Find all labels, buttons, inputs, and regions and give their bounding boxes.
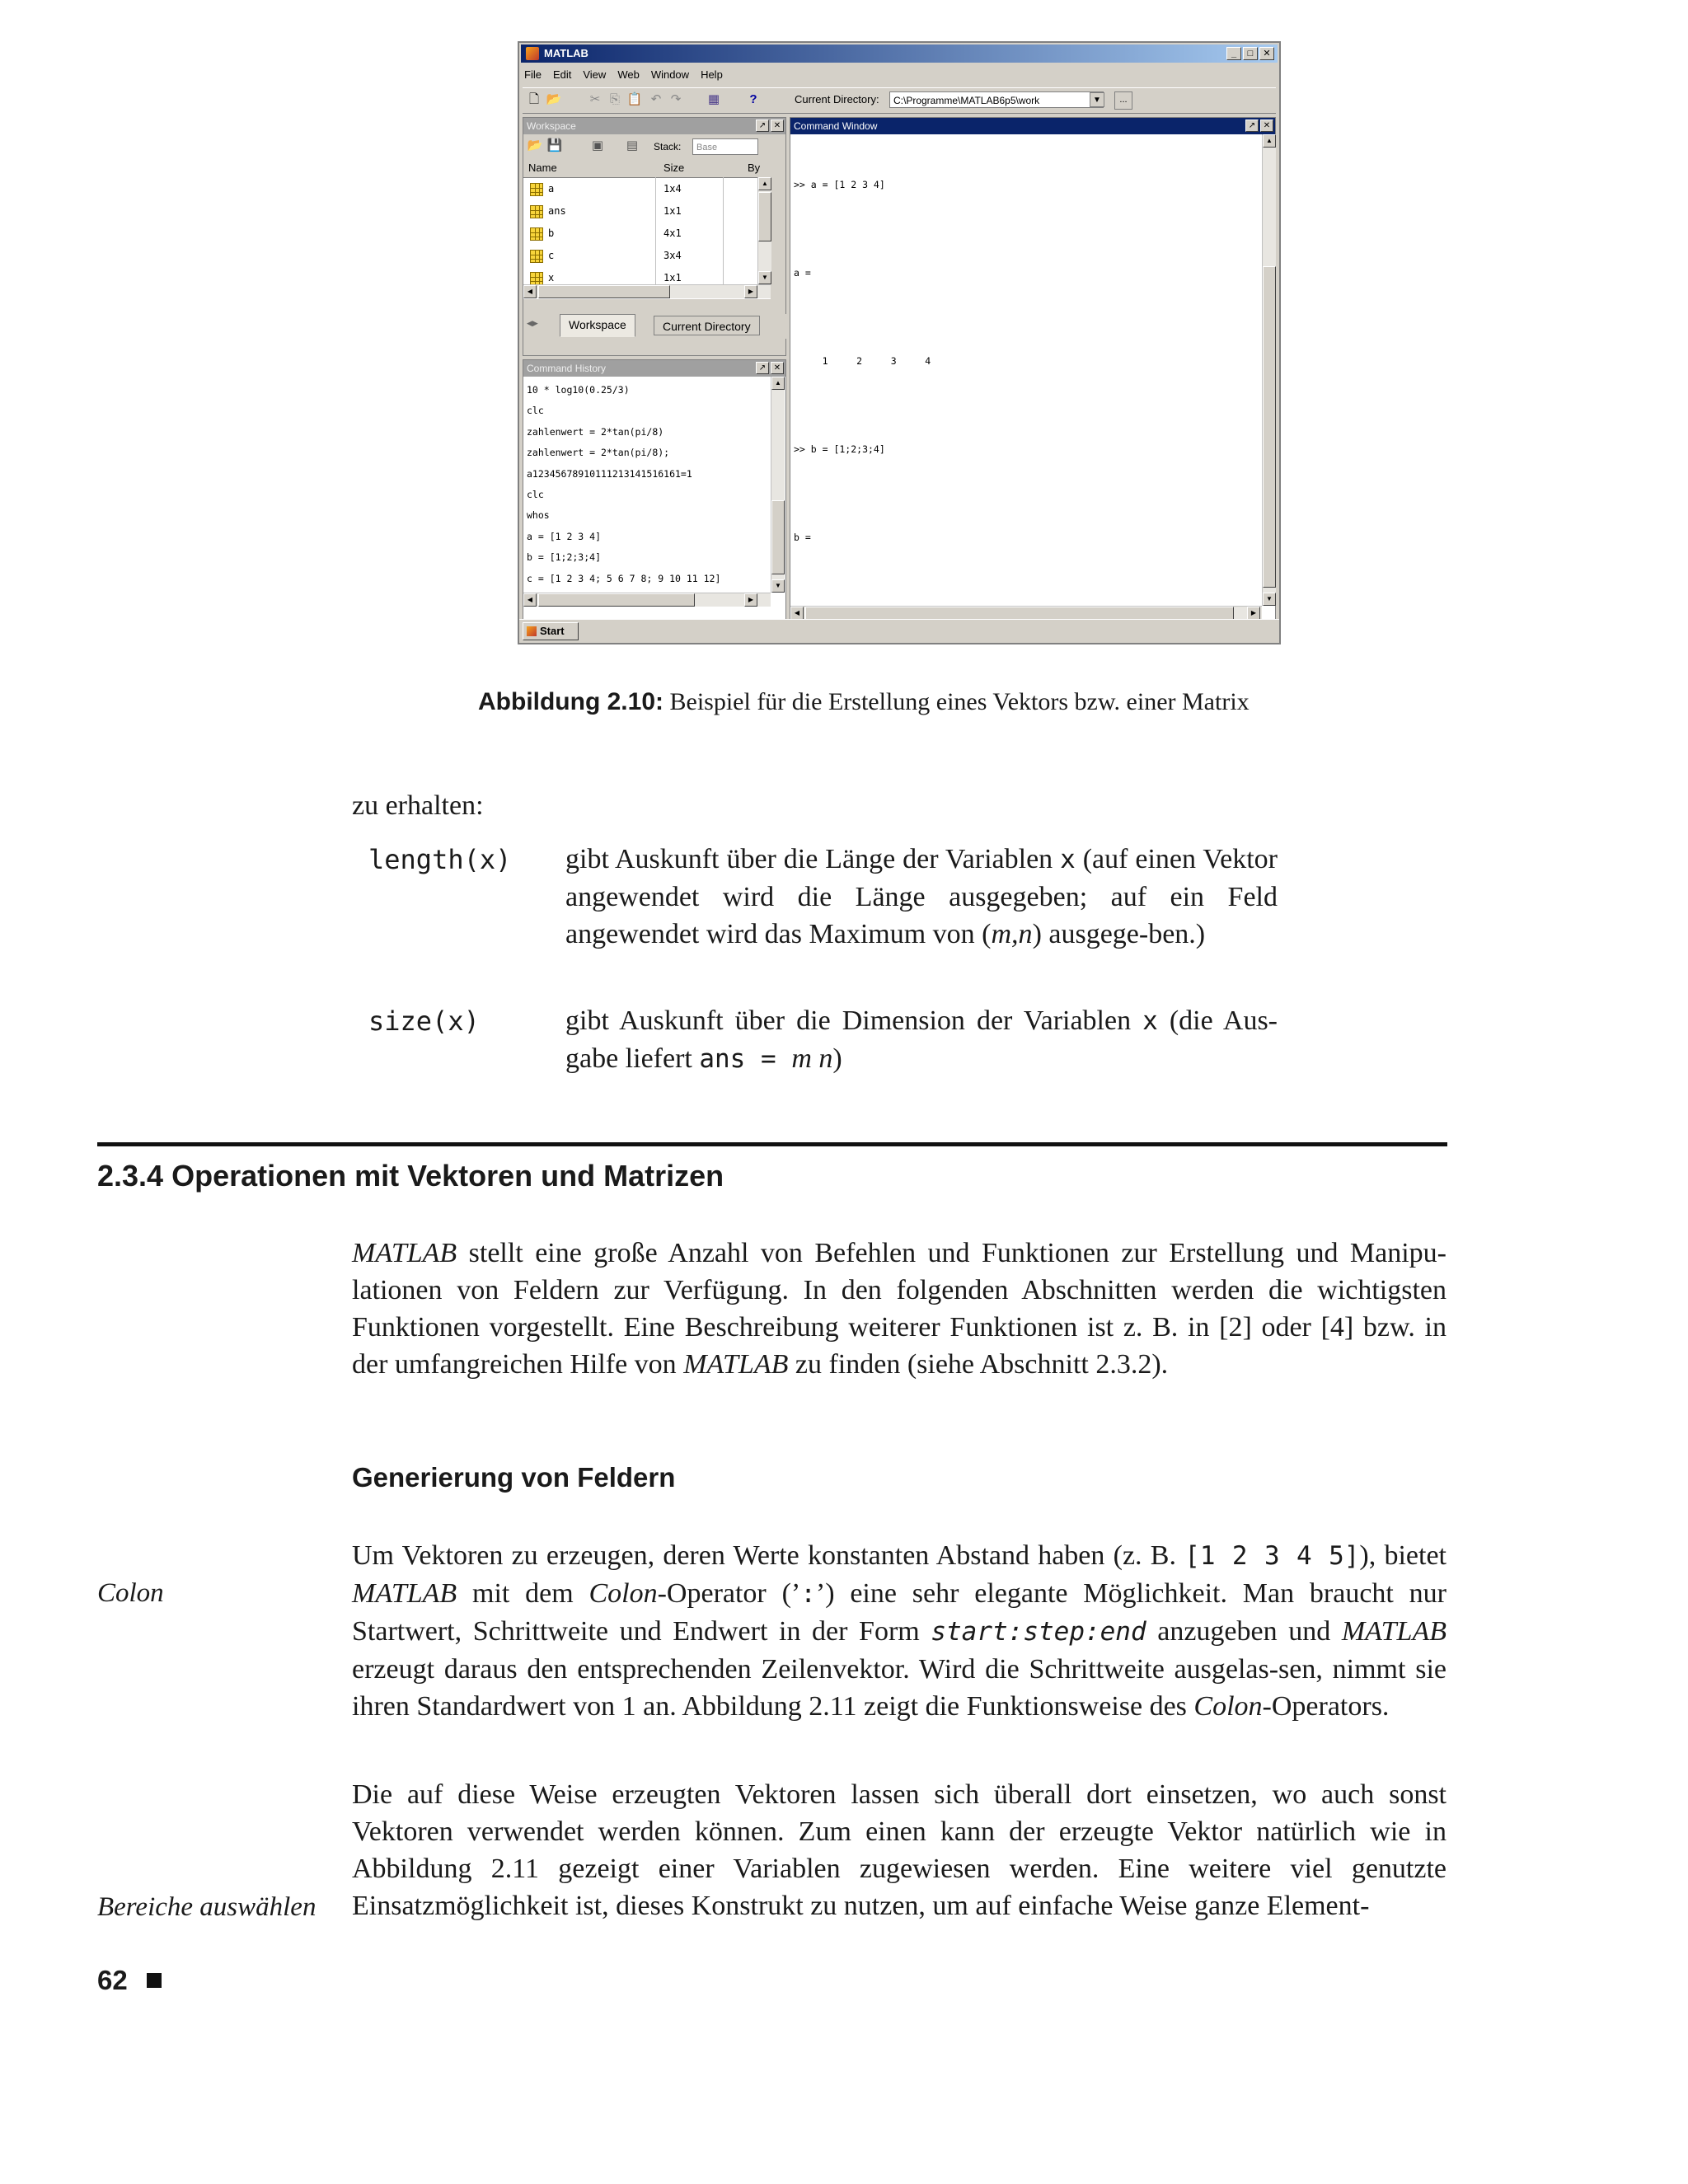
cut-icon[interactable]: ✂ [589, 92, 601, 106]
undo-icon[interactable]: ↶ [650, 92, 662, 106]
workspace-panel [523, 117, 786, 356]
open-folder-icon[interactable]: 📂 [546, 92, 562, 106]
page-number: 62 [97, 1965, 128, 1995]
close-icon[interactable]: ✕ [771, 362, 784, 374]
main-toolbar [523, 87, 1276, 114]
command-window-title: Command Window [790, 118, 1275, 134]
window-title: MATLAB [544, 47, 588, 59]
command-history-title: Command History [523, 360, 785, 377]
scroll-up-icon[interactable]: ▲ [771, 377, 785, 390]
close-icon[interactable]: ✕ [1260, 120, 1273, 132]
menu-help[interactable]: Help [701, 68, 723, 81]
console-line: b = [794, 531, 811, 543]
list-item[interactable]: a = [1 2 3 4] [527, 530, 602, 542]
list-item[interactable]: zahlenwert = 2*tan(pi/8) [527, 425, 664, 438]
status-bar [519, 619, 1279, 643]
definition-term: length(x) [368, 844, 512, 875]
stack-select[interactable]: Base [692, 138, 758, 155]
history-list [527, 380, 757, 589]
margin-note-bereiche: Bereiche auswählen [97, 1892, 316, 1922]
history-hscrollbar[interactable] [523, 593, 771, 607]
column-bytes[interactable]: By [748, 162, 761, 174]
scroll-down-icon[interactable]: ▼ [1263, 593, 1276, 606]
variable-name: ans [548, 205, 566, 217]
caption-label: Abbildung 2.10: [478, 688, 663, 715]
variable-size: 1x4 [663, 183, 682, 194]
help-icon[interactable]: ? [749, 92, 757, 106]
scroll-down-icon[interactable]: ▼ [758, 271, 771, 284]
matrix-icon [530, 183, 543, 196]
workspace-hscrollbar[interactable] [523, 284, 771, 298]
scroll-up-icon[interactable]: ▲ [1263, 134, 1276, 148]
definition-description: gibt Auskunft über die Länge der Variablen x (auf einen Vektor angewendet wird die Länge ausgegeben; auf ein Feld angewendet wird das Maximum von (m,n) ausgege-ben.) [565, 844, 1278, 949]
variable-name: c [548, 250, 555, 261]
section-paragraph: Die auf diese Weise erzeugten Vektoren lassen sich überall dort einsetzen, wo auch sonst Vektoren verwendet werden können. Zum einen kann der erzeugte Vektor natürlich wie in Abbildung 2.11 gezeigt einer Variablen zugewiesen werden. Eine weitere viel genutzte Einsatzmöglichkeit ist, dieses Konstrukt zu nutzen, um auf einfache Weise ganze Element- [352, 1779, 1447, 1921]
workspace-toolbar [523, 134, 785, 159]
margin-note-colon: Colon [97, 1578, 164, 1608]
current-directory-label: Current Directory: [795, 93, 879, 105]
list-item[interactable]: 10 * log10(0.25/3) [527, 384, 630, 396]
browse-directory-button[interactable]: ... [1114, 91, 1132, 110]
menu-edit[interactable]: Edit [552, 68, 572, 81]
tab-workspace[interactable]: Workspace [560, 314, 635, 337]
menu-web[interactable]: Web [617, 68, 640, 81]
matlab-logo-icon [527, 626, 537, 636]
save-icon[interactable]: 💾 [546, 138, 563, 152]
figure-caption [478, 688, 1385, 716]
current-directory-input[interactable]: C:\Programme\MATLAB6p5\work [889, 91, 1104, 108]
scroll-left-icon[interactable]: ◀ [523, 593, 537, 607]
matrix-icon [530, 227, 543, 241]
maximize-button[interactable]: □ [1243, 47, 1258, 60]
table-row[interactable] [523, 201, 767, 223]
workspace-tabs [523, 314, 787, 339]
column-name[interactable]: Name [528, 162, 557, 174]
definition-term: size(x) [368, 1005, 480, 1037]
console-line: 1 2 3 4 [794, 354, 931, 367]
variable-size: 1x1 [663, 205, 682, 217]
scroll-right-icon[interactable]: ▶ [744, 593, 757, 607]
command-output[interactable] [794, 141, 1243, 644]
list-item[interactable]: a12345678910111213141516161=1 [527, 467, 692, 480]
scroll-down-icon[interactable]: ▼ [771, 579, 785, 593]
chevron-down-icon[interactable]: ▼ [1090, 92, 1104, 107]
section-rule [97, 1142, 1447, 1146]
variable-name: b [548, 227, 555, 239]
tab-scroll-icon[interactable]: ◀▶ [527, 319, 538, 327]
console-line: >> b = [1;2;3;4] [794, 443, 885, 455]
list-item[interactable]: b = [1;2;3;4] [527, 551, 602, 564]
workspace-vscrollbar[interactable] [757, 177, 771, 284]
matrix-icon [530, 272, 543, 284]
scroll-left-icon[interactable]: ◀ [790, 607, 804, 620]
scroll-right-icon[interactable]: ▶ [1247, 607, 1260, 620]
list-item[interactable]: clc [527, 489, 544, 501]
page-number-square-icon [147, 1973, 162, 1988]
subsection-heading: Generierung von Feldern [352, 1462, 676, 1493]
menu-window[interactable]: Window [650, 68, 690, 81]
tab-current-directory[interactable]: Current Directory [654, 316, 760, 335]
matrix-icon [530, 250, 543, 263]
console-line: >> a = [1 2 3 4] [794, 178, 885, 190]
command-history-panel [523, 359, 786, 621]
command-window-panel [790, 117, 1276, 621]
intro-text: zu erhalten: [352, 790, 484, 821]
redo-icon[interactable]: ↷ [670, 92, 682, 106]
delete-icon[interactable]: ▤ [626, 138, 639, 152]
table-row[interactable] [523, 179, 767, 201]
table-row[interactable] [523, 268, 767, 284]
caption-text: Beispiel für die Erstellung eines Vektors bzw. einer Matrix [663, 688, 1250, 715]
variable-name: a [548, 183, 555, 194]
variable-name: x [548, 272, 555, 284]
variable-size: 1x1 [663, 272, 682, 284]
command-vscrollbar[interactable] [1262, 134, 1276, 606]
table-row[interactable] [523, 223, 767, 246]
history-vscrollbar[interactable] [771, 377, 785, 593]
menubar [524, 66, 723, 84]
workspace-table [523, 159, 771, 299]
scroll-right-icon[interactable]: ▶ [744, 285, 757, 298]
section-heading: 2.3.4 Operationen mit Vektoren und Matrizen [97, 1159, 724, 1193]
new-file-icon[interactable]: 🗋 [528, 92, 540, 106]
variable-size: 3x4 [663, 250, 682, 261]
menu-file[interactable]: File [524, 68, 542, 81]
start-button-label: Start [540, 625, 565, 637]
definition-description: gibt Auskunft über die Dimension der Variablen x (die Aus-gabe liefert ans = m n) [565, 1005, 1278, 1074]
import-icon[interactable]: ▣ [591, 138, 604, 152]
matrix-icon [530, 205, 543, 218]
list-item[interactable]: c = [1 2 3 4; 5 6 7 8; 9 10 11 12] [527, 572, 721, 584]
command-hscrollbar[interactable] [790, 606, 1262, 620]
column-size[interactable]: Size [663, 162, 685, 174]
scroll-up-icon[interactable]: ▲ [758, 177, 771, 190]
close-button[interactable]: ✕ [1259, 47, 1274, 60]
copy-icon[interactable]: ⎘ [609, 92, 620, 106]
paste-icon[interactable]: 📋 [626, 92, 643, 106]
scroll-left-icon[interactable]: ◀ [523, 285, 537, 298]
undock-icon[interactable]: ↗ [756, 362, 769, 374]
simulink-icon[interactable]: ▦ [707, 92, 720, 106]
workspace-panel-title: Workspace [523, 118, 785, 134]
menu-view[interactable]: View [583, 68, 607, 81]
console-line: a = [794, 266, 811, 279]
stack-label: Stack: [654, 141, 682, 152]
list-item[interactable]: clc [527, 405, 544, 417]
start-button[interactable] [523, 622, 579, 640]
variable-size: 4x1 [663, 227, 682, 239]
matlab-titlebar [521, 45, 1278, 63]
close-icon[interactable]: ✕ [771, 120, 784, 132]
matlab-logo-icon [526, 47, 539, 60]
undock-icon[interactable]: ↗ [1245, 120, 1259, 132]
list-item[interactable]: zahlenwert = 2*tan(pi/8); [527, 447, 670, 459]
table-row[interactable] [523, 246, 767, 268]
matlab-screenshot [518, 41, 1281, 644]
section-paragraph: MATLAB stellt eine große Anzahl von Befehlen und Funktionen zur Erstellung und Manipu-lationen von Feldern zur Verfügung. In den folgenden Abschnitten werden die wichtigsten Funktionen vorgestellt. Eine Beschreibung weiterer Funktionen ist z. B. in [2] oder [4] bzw. in der umfangreichen Hilfe von MATLAB zu finden (siehe Abschnitt 2.3.2). [352, 1238, 1447, 1380]
undock-icon[interactable]: ↗ [756, 120, 769, 132]
section-paragraph: Um Vektoren zu erzeugen, deren Werte konstanten Abstand haben (z. B. [1 2 3 4 5]), bietet MATLAB mit dem Colon-Operator (’:’) eine sehr elegante Möglichkeit. Man braucht nur Startwert, Schrittweite und Endwert in der Form start:step:end anzugeben und MATLAB erzeugt daraus den entsprechenden Zeilenvektor. Wird die Schrittweite ausgelas-sen, nimmt sie ihren Standardwert von 1 an. Abbildung 2.11 zeigt die Funktionsweise des Colon-Operators. [352, 1540, 1447, 1722]
workspace-table-header [523, 159, 771, 178]
minimize-button[interactable]: _ [1226, 47, 1241, 60]
list-item[interactable]: whos [527, 509, 550, 522]
open-folder-icon[interactable]: 📂 [527, 138, 543, 152]
